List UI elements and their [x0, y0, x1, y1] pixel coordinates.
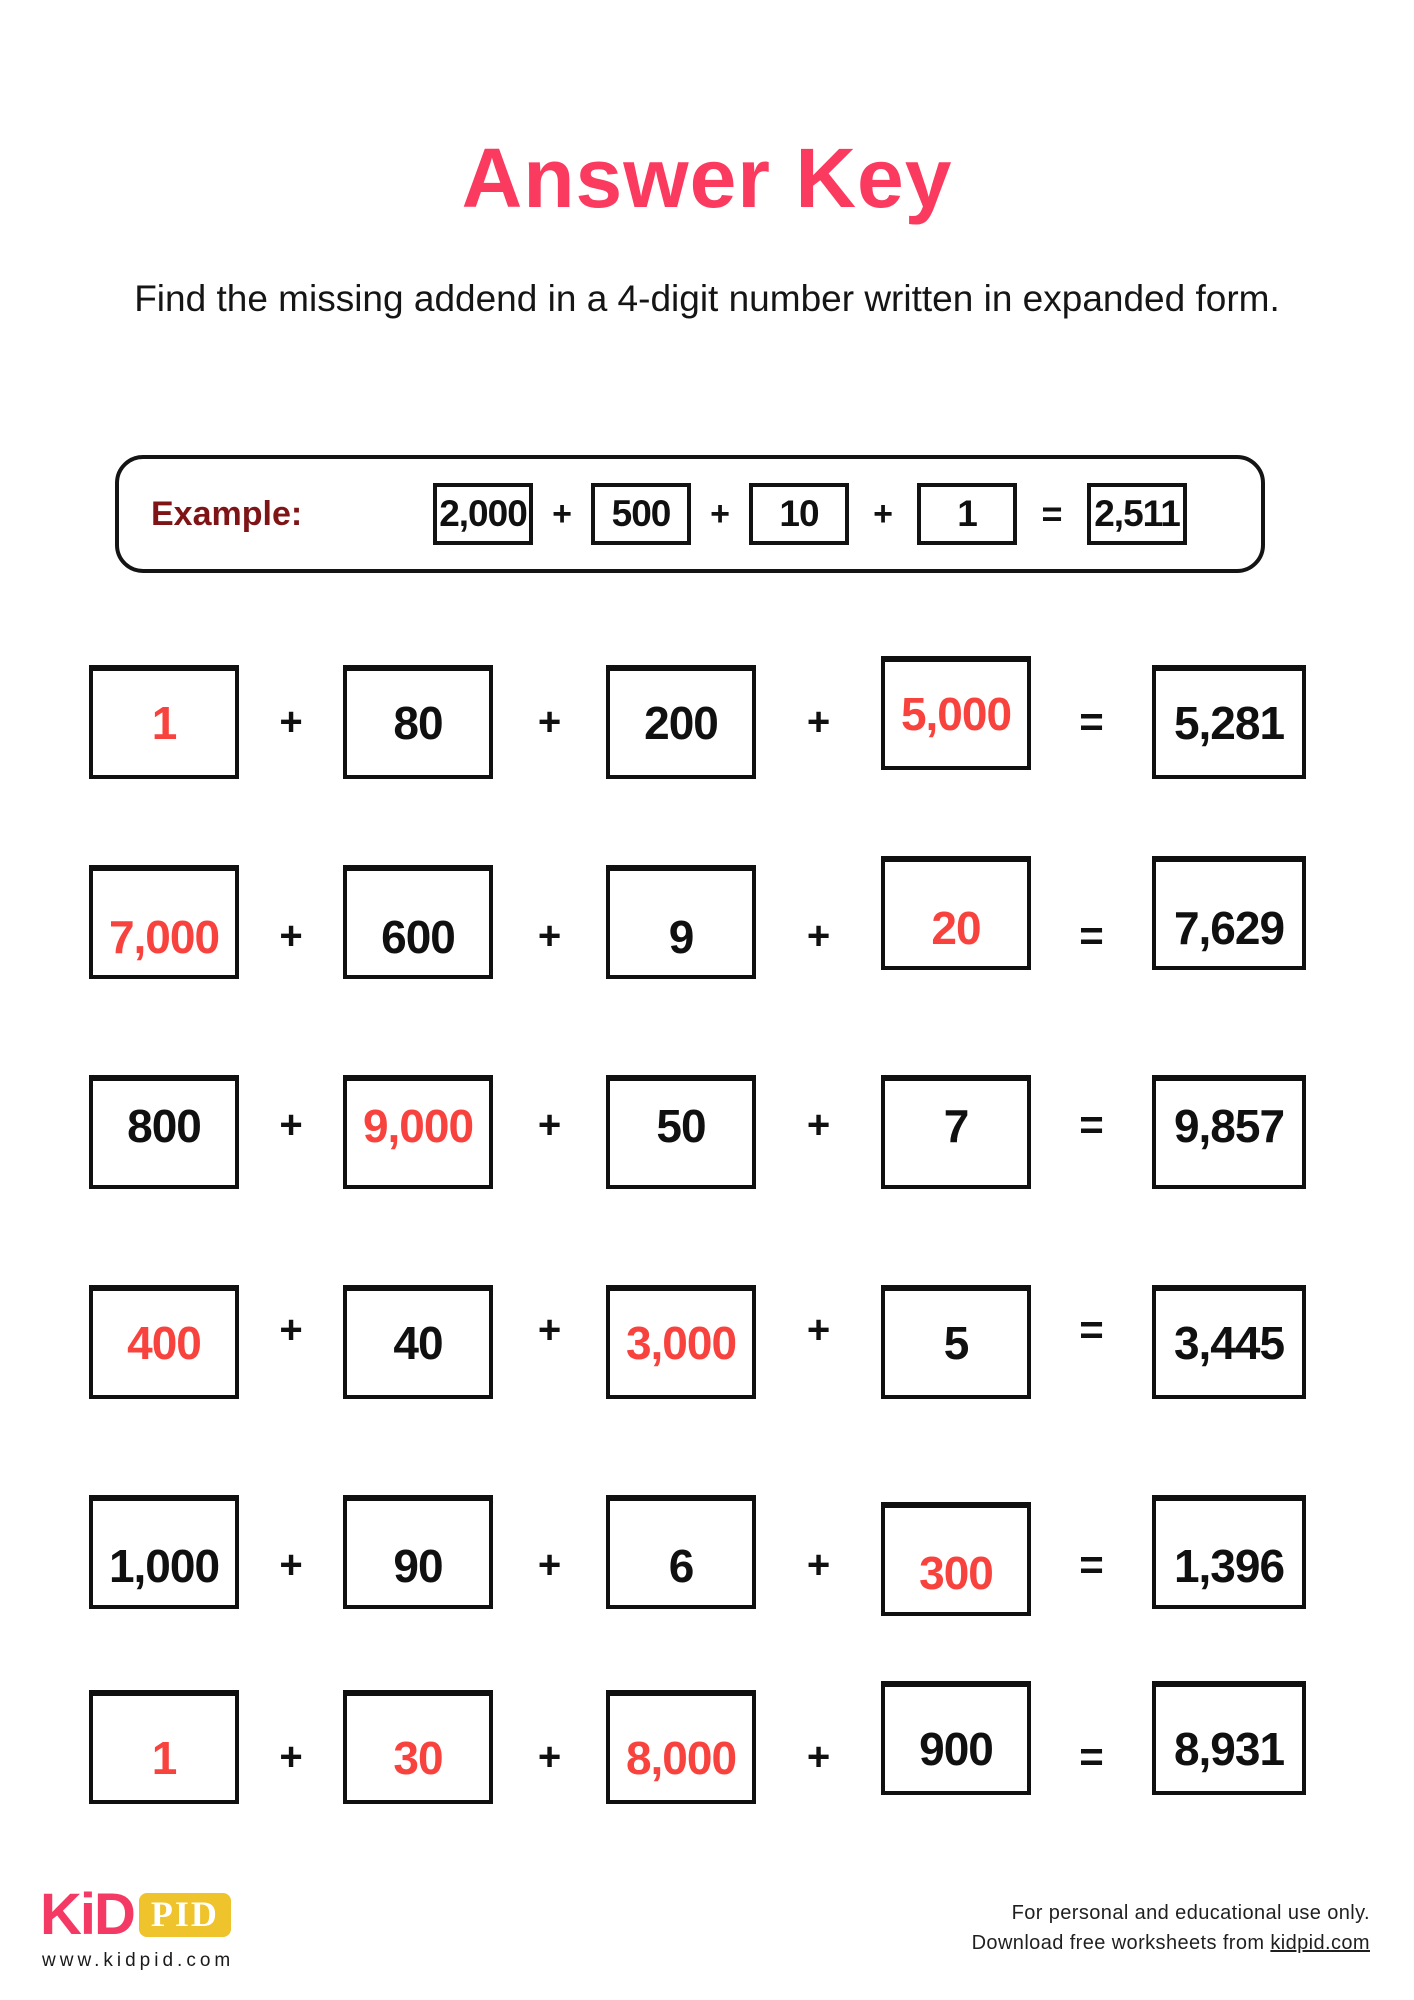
addend-value: 40	[393, 1317, 443, 1369]
addend-box	[343, 1075, 493, 1189]
plus-sign: +	[279, 1542, 303, 1587]
result-box	[1152, 1495, 1306, 1609]
problem-row	[89, 1691, 1306, 1803]
plus-sign: +	[873, 494, 893, 533]
addend-box	[606, 1075, 756, 1189]
kidpid-link[interactable]: kidpid.com	[1270, 1932, 1370, 1954]
usage-note	[972, 1898, 1370, 1958]
addend-box	[606, 1495, 756, 1609]
usage-line1: For personal and educational use only.	[1011, 1902, 1370, 1924]
plus-sign: +	[806, 913, 831, 958]
addend-box	[881, 1075, 1031, 1189]
equals-sign: =	[1079, 1306, 1104, 1353]
example-addend-box	[917, 483, 1017, 545]
addend-value: 50	[656, 1100, 706, 1152]
addend-value: 800	[127, 1100, 201, 1152]
equals-sign: =	[1079, 1733, 1104, 1780]
result-value: 8,931	[1173, 1723, 1285, 1775]
example-addend-box	[591, 483, 691, 545]
instructions-text: Find the missing addend in a 4-digit number written in expanded form.	[134, 278, 1280, 319]
problem-row	[89, 1286, 1306, 1398]
addend-box	[881, 656, 1031, 770]
plus-sign: +	[552, 494, 572, 533]
plus-sign: +	[279, 1307, 303, 1352]
addend-value: 400	[127, 1317, 201, 1369]
addend-value: 5,000	[900, 688, 1012, 740]
plus-sign: +	[279, 699, 303, 744]
result-value: 5,281	[1173, 697, 1285, 749]
addend-box	[89, 1285, 239, 1399]
example-addend-box	[433, 483, 533, 545]
addend-value: 90	[393, 1540, 443, 1592]
plus-sign: +	[806, 1734, 831, 1779]
equals-sign: =	[1079, 1541, 1104, 1588]
website-url: www.kidpid.com	[42, 1950, 235, 1971]
plus-sign: +	[537, 1542, 562, 1587]
addend-value: 7	[943, 1100, 969, 1152]
equals-sign: =	[1079, 912, 1104, 959]
addend-value: 30	[393, 1732, 443, 1784]
example-addend-value: 10	[779, 493, 819, 534]
addend-box	[343, 1690, 493, 1804]
problem-row	[89, 1076, 1306, 1188]
example-addend-value: 500	[611, 493, 671, 534]
usage-line2-text: Download free worksheets from	[971, 1932, 1271, 1954]
problem-row	[89, 866, 1306, 978]
problem-row	[89, 666, 1306, 778]
example-label: Example:	[151, 494, 303, 533]
logo-pid-badge: PID	[139, 1893, 231, 1937]
result-box	[1152, 856, 1306, 970]
addend-box	[343, 1285, 493, 1399]
addend-value: 8,000	[625, 1732, 737, 1784]
addend-value: 1,000	[108, 1540, 220, 1592]
addend-box	[606, 1690, 756, 1804]
plus-sign: +	[279, 913, 303, 958]
addend-value: 1	[151, 1732, 177, 1784]
addend-box	[89, 1495, 239, 1609]
plus-sign: +	[537, 1307, 562, 1352]
result-box	[1152, 665, 1306, 779]
result-box	[1152, 1681, 1306, 1795]
result-value: 3,445	[1173, 1317, 1285, 1369]
addend-value: 3,000	[625, 1317, 737, 1369]
usage-line2	[972, 1928, 1370, 1958]
example-addend-value: 2,000	[439, 493, 527, 534]
addend-value: 80	[393, 697, 443, 749]
kidpid-logo	[40, 1882, 231, 1947]
addend-box	[881, 1502, 1031, 1616]
addend-value: 300	[919, 1547, 993, 1599]
addend-value: 200	[644, 697, 718, 749]
plus-sign: +	[537, 699, 562, 744]
result-value: 1,396	[1173, 1540, 1285, 1592]
equals-sign: =	[1079, 1101, 1104, 1148]
addend-box	[89, 665, 239, 779]
addend-value: 900	[919, 1723, 993, 1775]
addend-box	[606, 1285, 756, 1399]
problem-row	[89, 1496, 1306, 1608]
addend-box	[343, 865, 493, 979]
page-title: Answer Key	[461, 131, 953, 225]
example-result-value: 2,511	[1094, 493, 1180, 534]
addend-box	[881, 1285, 1031, 1399]
plus-sign: +	[537, 1734, 562, 1779]
addend-box	[343, 665, 493, 779]
plus-sign: +	[710, 494, 730, 533]
plus-sign: +	[279, 1734, 303, 1779]
example-result-box	[1087, 483, 1187, 545]
addend-box	[343, 1495, 493, 1609]
addend-box	[606, 865, 756, 979]
example-addend-value: 1	[957, 493, 977, 534]
result-box	[1152, 1075, 1306, 1189]
addend-value: 6	[668, 1540, 694, 1592]
result-value: 9,857	[1173, 1100, 1285, 1152]
addend-box	[881, 1681, 1031, 1795]
equals-sign: =	[1079, 698, 1104, 745]
addend-box	[606, 665, 756, 779]
logo-kid-text: KiD	[40, 1882, 134, 1947]
plus-sign: +	[806, 1102, 831, 1147]
addend-value: 600	[381, 911, 455, 963]
plus-sign: +	[806, 1542, 831, 1587]
plus-sign: +	[537, 1102, 562, 1147]
addend-value: 20	[931, 902, 981, 954]
plus-sign: +	[806, 699, 831, 744]
result-box	[1152, 1285, 1306, 1399]
example-addend-box	[749, 483, 849, 545]
example-panel	[115, 455, 1265, 573]
addend-box	[89, 1690, 239, 1804]
plus-sign: +	[537, 913, 562, 958]
addend-value: 5	[943, 1317, 969, 1369]
addend-value: 7,000	[108, 911, 220, 963]
addend-value: 1	[151, 697, 177, 749]
addend-box	[881, 856, 1031, 970]
addend-value: 9	[668, 911, 694, 963]
addend-box	[89, 865, 239, 979]
result-value: 7,629	[1173, 902, 1285, 954]
addend-value: 9,000	[362, 1100, 474, 1152]
equals-sign: =	[1041, 493, 1063, 534]
plus-sign: +	[279, 1102, 303, 1147]
plus-sign: +	[806, 1307, 831, 1352]
addend-box	[89, 1075, 239, 1189]
